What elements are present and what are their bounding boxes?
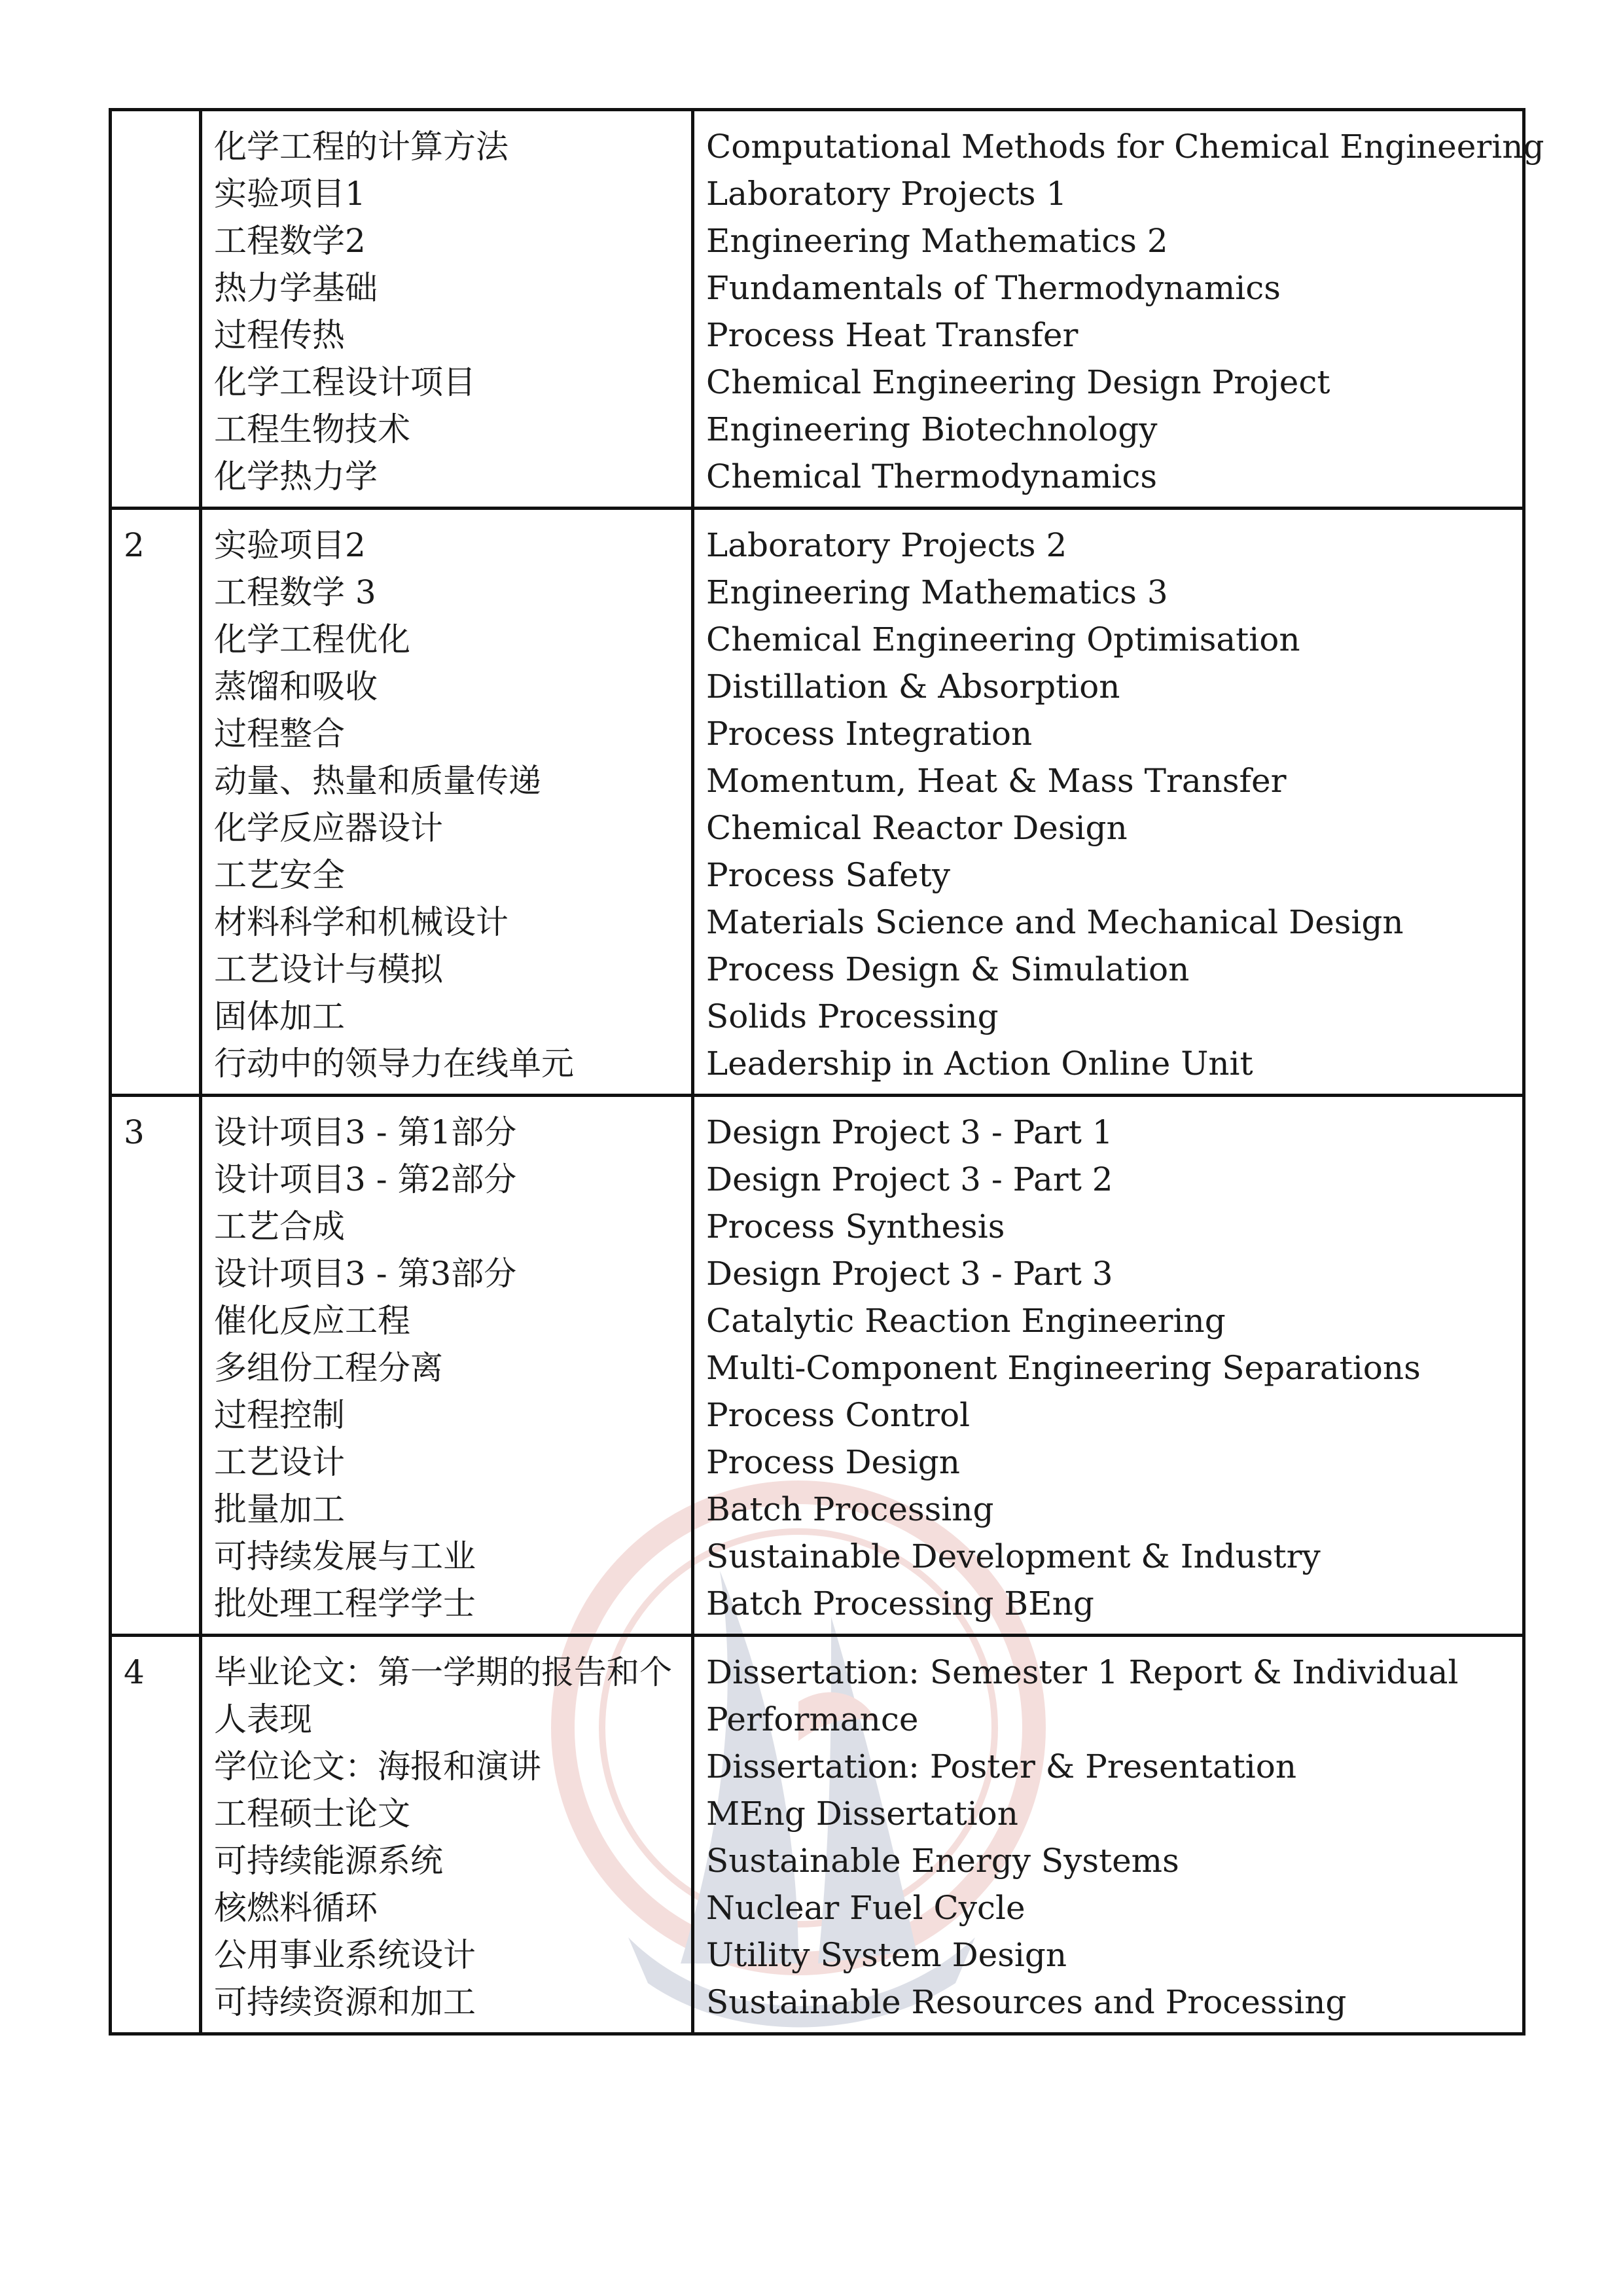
year-label: 4 — [124, 1653, 145, 1691]
chinese-course-name: 固体加工 — [214, 997, 345, 1035]
chinese-course-name: 催化反应工程 — [214, 1302, 410, 1340]
chinese-course-name: 化学工程设计项目 — [214, 363, 476, 401]
english-course-name: Nuclear Fuel Cycle — [706, 1889, 1026, 1927]
english-course-name: Engineering Mathematics 2 — [706, 222, 1168, 260]
chinese-course-name: 化学热力学 — [214, 457, 378, 495]
chinese-course-name: 蒸馏和吸收 — [214, 668, 378, 706]
year-label: 3 — [124, 1113, 145, 1151]
chinese-course-name: 设计项目3 - 第3部分 — [214, 1255, 517, 1293]
chinese-course-name: 可持续发展与工业 — [214, 1537, 476, 1575]
chinese-course-name: 化学工程的计算方法 — [214, 128, 508, 166]
english-course-name: Chemical Reactor Design — [706, 809, 1128, 847]
english-course-name: Design Project 3 - Part 3 — [706, 1255, 1113, 1293]
table-row — [111, 110, 1524, 509]
chinese-course-name: 工艺设计与模拟 — [214, 950, 443, 988]
english-course-name: Process Safety — [706, 856, 950, 894]
chinese-course-name: 设计项目3 - 第2部分 — [214, 1160, 517, 1198]
english-course-name: Design Project 3 - Part 2 — [706, 1160, 1113, 1198]
chinese-course-name: 工艺合成 — [214, 1208, 345, 1246]
chinese-course-name: 工程数学2 — [214, 222, 366, 260]
english-course-name: Momentum, Heat & Mass Transfer — [706, 762, 1287, 800]
year-cell — [111, 110, 201, 509]
english-course-name: Process Design & Simulation — [706, 950, 1190, 988]
english-course-name: Solids Processing — [706, 997, 999, 1035]
chinese-course-name: 批处理工程学学士 — [214, 1585, 476, 1623]
english-course-name: Engineering Biotechnology — [706, 410, 1158, 448]
english-course-name: Batch Processing — [706, 1490, 994, 1528]
chinese-course-name: 工程硕士论文 — [214, 1795, 410, 1833]
table-row — [111, 1636, 1524, 2034]
chinese-course-name: 核燃料循环 — [214, 1889, 378, 1927]
english-course-name: Chemical Engineering Optimisation — [706, 620, 1300, 658]
chinese-course-name: 工艺设计 — [214, 1443, 345, 1481]
english-course-name: Chemical Engineering Design Project — [706, 363, 1330, 401]
english-course-name: Sustainable Development & Industry — [706, 1537, 1321, 1575]
english-course-name: Dissertation: Poster & Presentation — [706, 1748, 1297, 1785]
chinese-course-name: 多组份工程分离 — [214, 1349, 443, 1387]
english-course-name: Batch Processing BEng — [706, 1585, 1094, 1623]
chinese-course-name: 工程生物技术 — [214, 410, 410, 448]
year-cell — [111, 1096, 201, 1636]
chinese-course-name: 可持续资源和加工 — [214, 1983, 476, 2021]
chinese-course-name: 毕业论文：第一学期的报告和个 — [214, 1653, 672, 1691]
chinese-course-name: 学位论文：海报和演讲 — [214, 1748, 541, 1785]
english-course-cell — [693, 1096, 1524, 1636]
chinese-course-cell — [201, 509, 693, 1096]
year-label: 2 — [124, 526, 145, 564]
english-course-name: Sustainable Resources and Processing — [706, 1983, 1347, 2021]
english-course-name: Process Heat Transfer — [706, 316, 1079, 354]
chinese-course-name: 设计项目3 - 第1部分 — [214, 1113, 517, 1151]
english-course-name: Leadership in Action Online Unit — [706, 1045, 1253, 1083]
year-cell — [111, 509, 201, 1096]
english-course-name: Laboratory Projects 1 — [706, 175, 1067, 213]
chinese-course-name: 批量加工 — [214, 1490, 345, 1528]
english-course-name: Dissertation: Semester 1 Report & Individual — [706, 1653, 1459, 1691]
english-course-name: Laboratory Projects 2 — [706, 526, 1067, 564]
english-course-name: Computational Methods for Chemical Engineering — [706, 128, 1544, 166]
chinese-course-cell — [201, 1096, 693, 1636]
english-course-name: Engineering Mathematics 3 — [706, 573, 1168, 611]
table-row — [111, 1096, 1524, 1636]
chinese-course-cell — [201, 110, 693, 509]
chinese-course-name: 动量、热量和质量传递 — [214, 762, 541, 800]
english-course-name: Process Synthesis — [706, 1208, 1005, 1246]
chinese-course-cell — [201, 1636, 693, 2034]
chinese-course-name: 工艺安全 — [214, 856, 345, 894]
chinese-course-name: 行动中的领导力在线单元 — [214, 1045, 574, 1083]
english-course-cell — [693, 110, 1544, 509]
english-course-name: Catalytic Reaction Engineering — [706, 1302, 1226, 1340]
english-course-name: Design Project 3 - Part 1 — [706, 1113, 1113, 1151]
year-cell — [111, 1636, 201, 2034]
english-course-name: Sustainable Energy Systems — [706, 1842, 1179, 1880]
english-course-name: Utility System Design — [706, 1936, 1067, 1974]
chinese-course-name: 公用事业系统设计 — [214, 1936, 476, 1974]
course-table-body — [111, 110, 1544, 2034]
course-table — [109, 108, 1544, 2036]
english-course-name: Fundamentals of Thermodynamics — [706, 269, 1281, 307]
chinese-course-name: 过程传热 — [214, 316, 345, 354]
chinese-course-name: 化学反应器设计 — [214, 809, 443, 847]
table-row — [111, 509, 1524, 1096]
chinese-course-name: 热力学基础 — [214, 269, 378, 307]
chinese-course-name: 过程控制 — [214, 1396, 345, 1434]
chinese-course-name: 可持续能源系统 — [214, 1842, 443, 1880]
english-course-name: Materials Science and Mechanical Design — [706, 903, 1404, 941]
english-course-name: Performance — [706, 1700, 919, 1738]
chinese-course-name: 工程数学 3 — [214, 573, 376, 611]
english-course-cell — [693, 509, 1524, 1096]
english-course-name: MEng Dissertation — [706, 1795, 1018, 1833]
english-course-name: Chemical Thermodynamics — [706, 457, 1158, 495]
chinese-course-name: 材料科学和机械设计 — [214, 903, 508, 941]
english-course-cell — [693, 1636, 1524, 2034]
chinese-course-name: 实验项目1 — [214, 175, 366, 213]
chinese-course-name: 实验项目2 — [214, 526, 366, 564]
chinese-course-name: 化学工程优化 — [214, 620, 410, 658]
chinese-course-name: 过程整合 — [214, 715, 345, 753]
chinese-course-name: 人表现 — [214, 1700, 312, 1738]
english-course-name: Distillation & Absorption — [706, 668, 1120, 706]
english-course-name: Process Design — [706, 1443, 960, 1481]
english-course-name: Process Control — [706, 1396, 971, 1434]
english-course-name: Multi-Component Engineering Separations — [706, 1349, 1421, 1387]
english-course-name: Process Integration — [706, 715, 1033, 753]
